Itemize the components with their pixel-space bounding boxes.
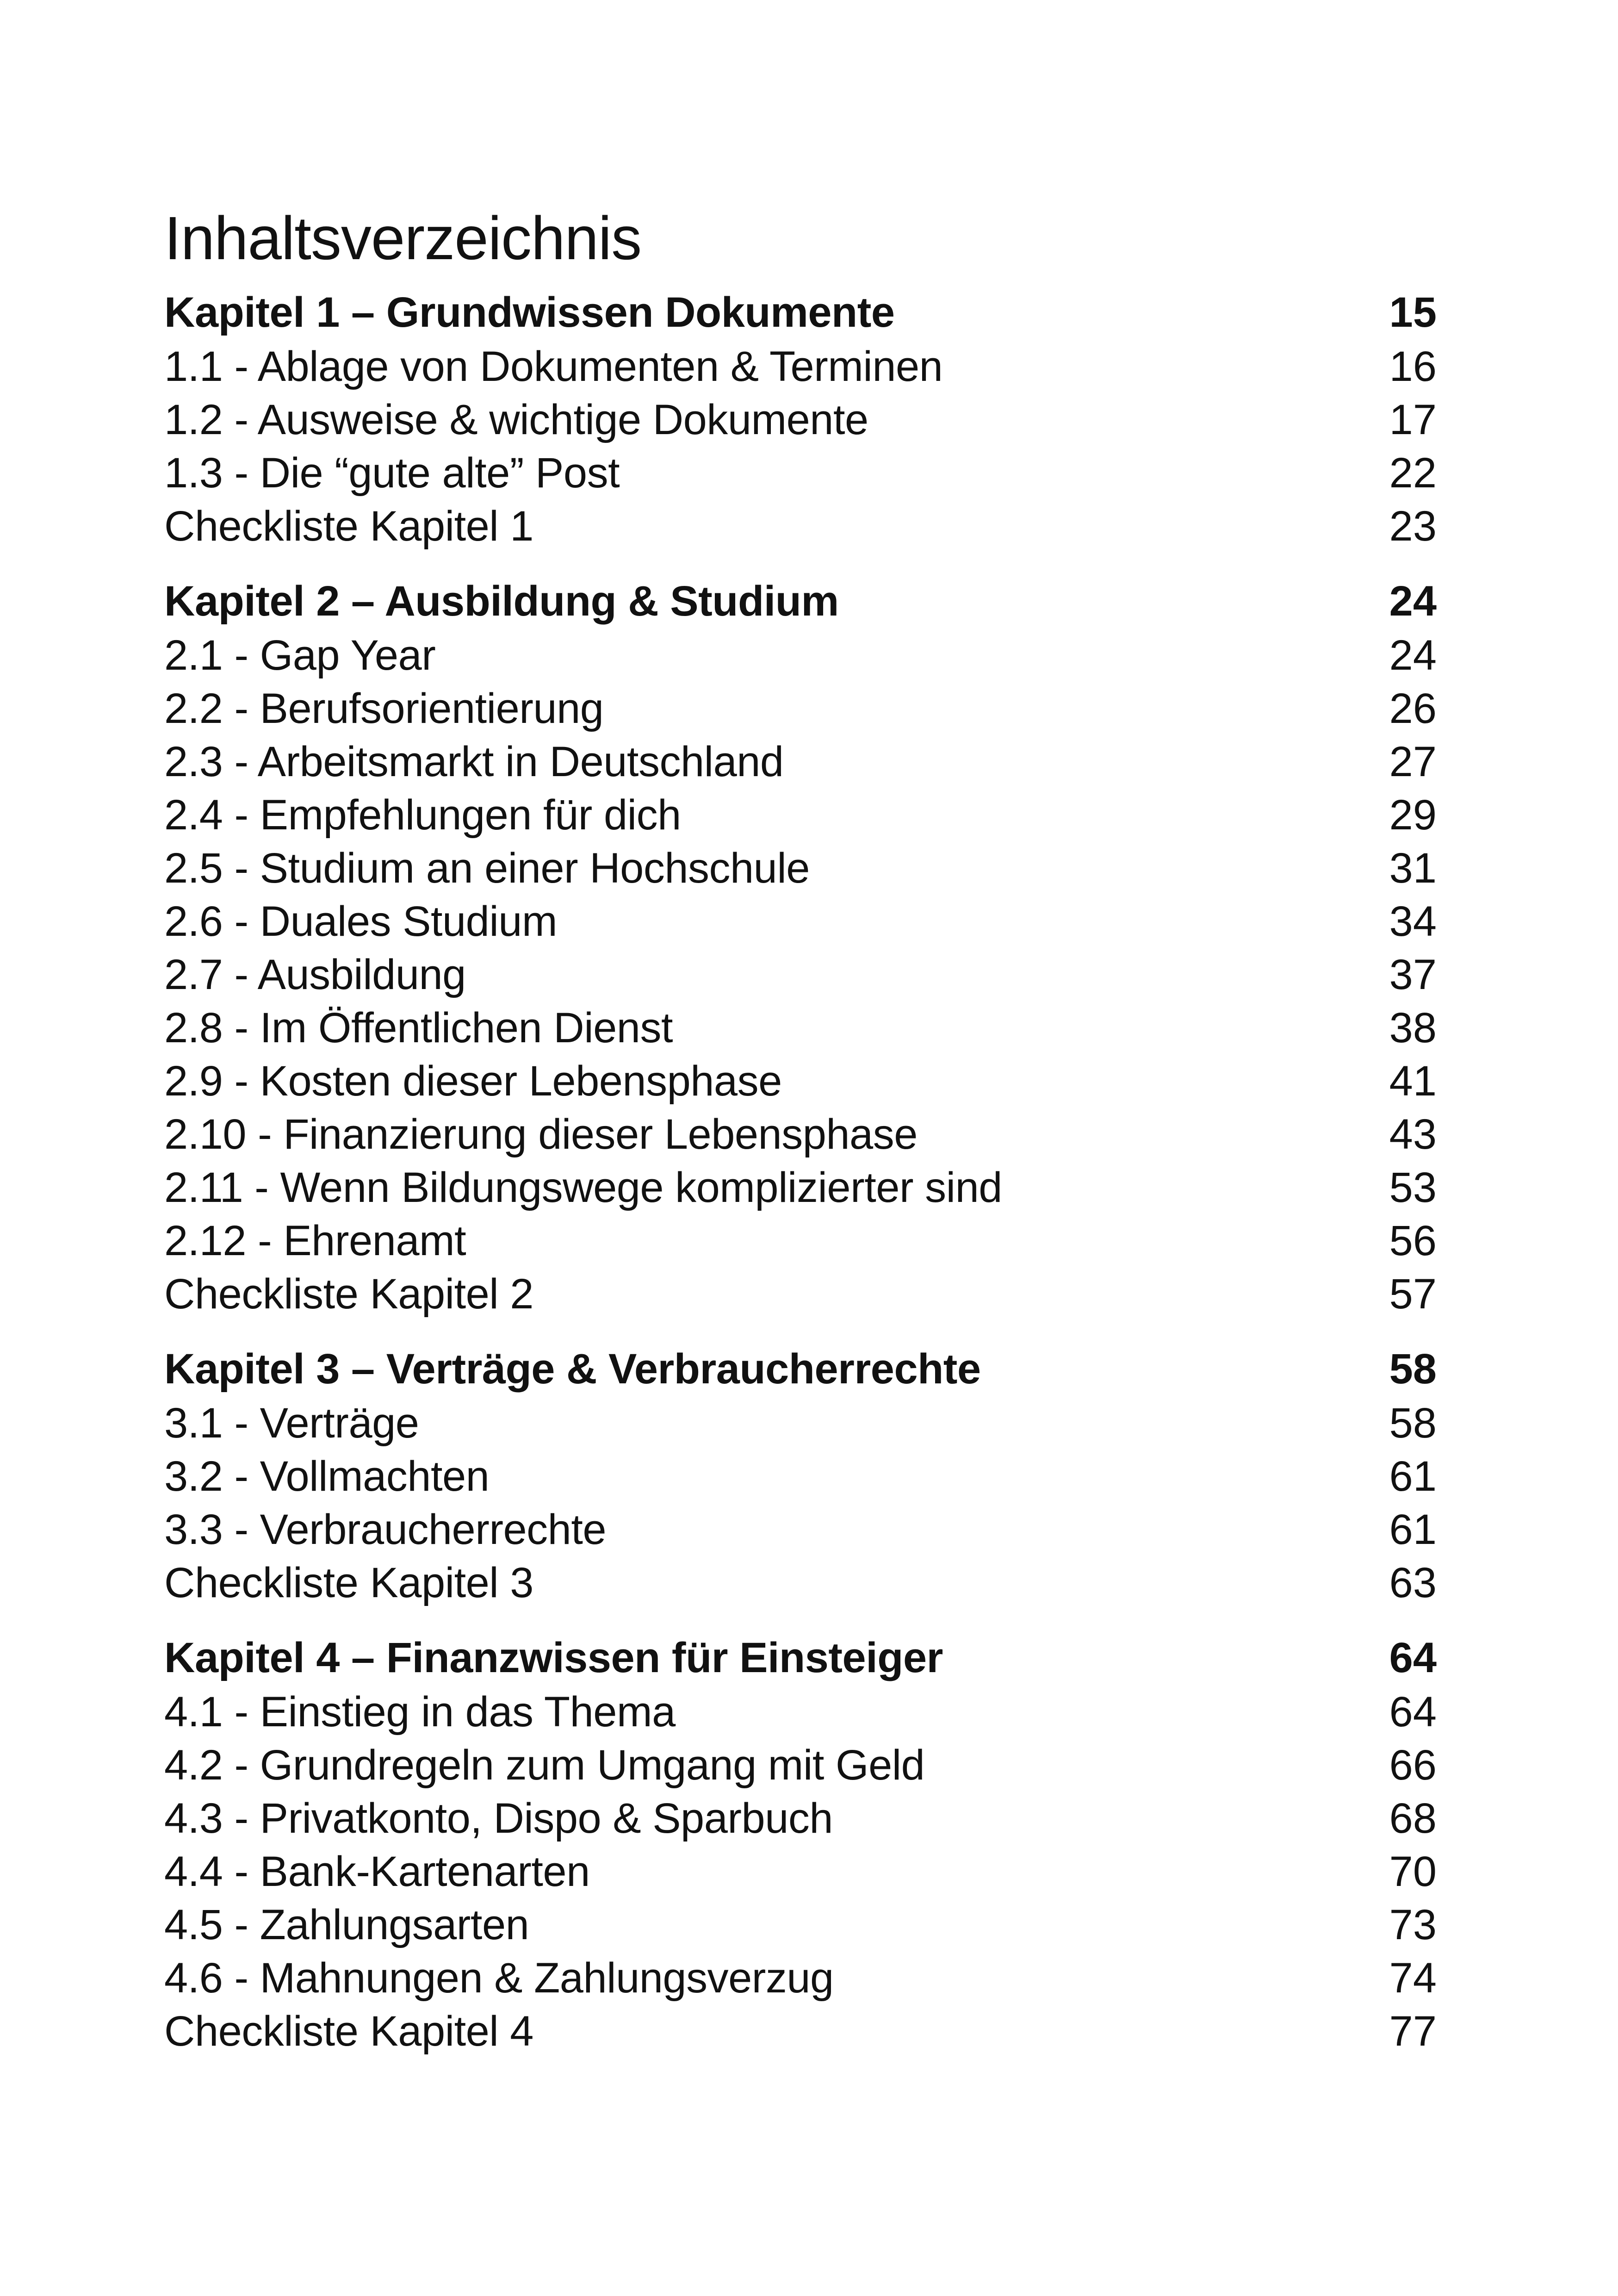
toc-chapter [164,1341,1437,1610]
toc-chapter-heading-page-number: 64 [1389,1634,1437,1681]
toc-entry-label: 2.5 - Studium an einer Hochschule [164,845,810,892]
toc-entry[interactable] [164,1214,1437,1268]
toc-entry-label: 4.2 - Grundregeln zum Umgang mit Geld [164,1742,925,1789]
toc-entry-page-number: 58 [1389,1400,1437,1447]
toc-entry[interactable] [164,1002,1437,1055]
toc-chapter [164,285,1437,553]
toc-entry-label: 2.3 - Arbeitsmarkt in Deutschland [164,738,784,785]
toc-entry-page-number: 37 [1389,951,1437,998]
toc-chapter-heading-page-number: 24 [1389,578,1437,625]
table-of-contents [164,199,1437,2078]
toc-entry-label: 4.6 - Mahnungen & Zahlungsverzug [164,1954,834,2002]
toc-entry[interactable] [164,629,1437,682]
toc-chapter-heading-page-number: 58 [1389,1345,1437,1393]
toc-chapter-heading-label: Kapitel 3 – Verträge & Verbraucherrechte [164,1345,981,1393]
toc-chapter [164,573,1437,1321]
toc-chapter-heading-label: Kapitel 1 – Grundwissen Dokumente [164,289,895,336]
toc-entry-page-number: 64 [1389,1688,1437,1736]
toc-entry-label: 2.4 - Empfehlungen für dich [164,791,681,839]
toc-entry[interactable] [164,895,1437,948]
toc-entry-label: 4.3 - Privatkonto, Dispo & Sparbuch [164,1795,833,1842]
toc-entry-page-number: 43 [1389,1111,1437,1158]
toc-entry-page-number: 27 [1389,738,1437,785]
toc-entry-label: 2.1 - Gap Year [164,632,436,679]
toc-entry-label: Checkliste Kapitel 4 [164,2008,533,2055]
toc-chapter-heading-label: Kapitel 4 – Finanzwissen für Einsteiger [164,1634,943,1681]
toc-entry-page-number: 74 [1389,1954,1437,2002]
toc-entry[interactable] [164,340,1437,393]
toc-entry-label: 2.7 - Ausbildung [164,951,466,998]
toc-entry[interactable] [164,1161,1437,1214]
toc-entry[interactable] [164,1686,1437,1739]
toc-entry[interactable] [164,1792,1437,1845]
toc-entry[interactable] [164,1898,1437,1952]
toc-entry-page-number: 24 [1389,632,1437,679]
toc-entry-page-number: 57 [1389,1270,1437,1318]
toc-entry-label: 4.5 - Zahlungsarten [164,1901,529,1948]
toc-entry-page-number: 38 [1389,1004,1437,1052]
toc-entry-page-number: 17 [1389,396,1437,443]
toc-chapter-heading[interactable] [164,1341,1437,1397]
toc-entry-page-number: 66 [1389,1742,1437,1789]
toc-entry-page-number: 68 [1389,1795,1437,1842]
toc-entry-label: 2.6 - Duales Studium [164,898,558,945]
toc-entry[interactable] [164,948,1437,1002]
toc-entry-label: 2.11 - Wenn Bildungswege komplizierter sind [164,1164,1002,1211]
toc-entry[interactable] [164,682,1437,735]
toc-entry-page-number: 53 [1389,1164,1437,1211]
toc-entry-label: 2.12 - Ehrenamt [164,1217,466,1264]
toc-entry-label: 3.2 - Vollmachten [164,1453,490,1500]
toc-entry-label: 2.8 - Im Öffentlichen Dienst [164,1004,673,1052]
toc-entry[interactable] [164,1108,1437,1161]
toc-entry-label: 3.1 - Verträge [164,1400,419,1447]
toc-entry[interactable] [164,2005,1437,2058]
page-title: Inhaltsverzeichnis [164,204,642,272]
toc-entry-page-number: 61 [1389,1453,1437,1500]
toc-entry-page-number: 41 [1389,1058,1437,1105]
toc-entry-page-number: 23 [1389,503,1437,550]
toc-entry[interactable] [164,1739,1437,1792]
toc-entry-label: 2.9 - Kosten dieser Lebensphase [164,1058,782,1105]
toc-entry-label: 3.3 - Verbraucherrechte [164,1506,607,1553]
toc-entry[interactable] [164,393,1437,447]
toc-entry-page-number: 73 [1389,1901,1437,1948]
toc-entry-page-number: 22 [1389,449,1437,497]
toc-entry[interactable] [164,842,1437,895]
toc-chapter-heading-label: Kapitel 2 – Ausbildung & Studium [164,578,839,625]
toc-chapter-heading-page-number: 15 [1389,289,1437,336]
toc-entry-page-number: 61 [1389,1506,1437,1553]
toc-entry[interactable] [164,447,1437,500]
toc-entry-label: 1.3 - Die “gute alte” Post [164,449,620,497]
toc-entry-label: Checkliste Kapitel 1 [164,503,533,550]
toc-entry-label: 2.2 - Berufsorientierung [164,685,604,732]
toc-entry[interactable] [164,1952,1437,2005]
toc-entry[interactable] [164,500,1437,553]
toc-entry-label: 4.1 - Einstieg in das Thema [164,1688,676,1736]
toc-entry-label: 1.1 - Ablage von Dokumenten & Terminen [164,343,943,390]
toc-entry[interactable] [164,789,1437,842]
toc-entry[interactable] [164,1503,1437,1556]
toc-entry-page-number: 77 [1389,2008,1437,2055]
toc-entry[interactable] [164,1268,1437,1321]
toc-entry[interactable] [164,735,1437,789]
toc-entry-page-number: 70 [1389,1848,1437,1895]
toc-entry-page-number: 34 [1389,898,1437,945]
toc-entry-page-number: 63 [1389,1559,1437,1606]
toc-entry-page-number: 31 [1389,845,1437,892]
toc-chapter [164,1630,1437,2058]
toc-chapter-heading[interactable] [164,573,1437,629]
toc-entry-page-number: 29 [1389,791,1437,839]
toc-entry-label: Checkliste Kapitel 2 [164,1270,533,1318]
toc-list [164,285,1437,2058]
toc-entry-page-number: 16 [1389,343,1437,390]
toc-entry-label: 4.4 - Bank-Kartenarten [164,1848,590,1895]
toc-entry-label: 1.2 - Ausweise & wichtige Dokumente [164,396,868,443]
toc-entry-label: 2.10 - Finanzierung dieser Lebensphase [164,1111,917,1158]
toc-entry[interactable] [164,1055,1437,1108]
toc-entry[interactable] [164,1556,1437,1610]
toc-entry-label: Checkliste Kapitel 3 [164,1559,533,1606]
toc-entry-page-number: 26 [1389,685,1437,732]
toc-chapter-heading[interactable] [164,285,1437,340]
toc-entry[interactable] [164,1397,1437,1450]
toc-entry-page-number: 56 [1389,1217,1437,1264]
toc-entry[interactable] [164,1845,1437,1898]
toc-chapter-heading[interactable] [164,1630,1437,1686]
toc-entry[interactable] [164,1450,1437,1503]
